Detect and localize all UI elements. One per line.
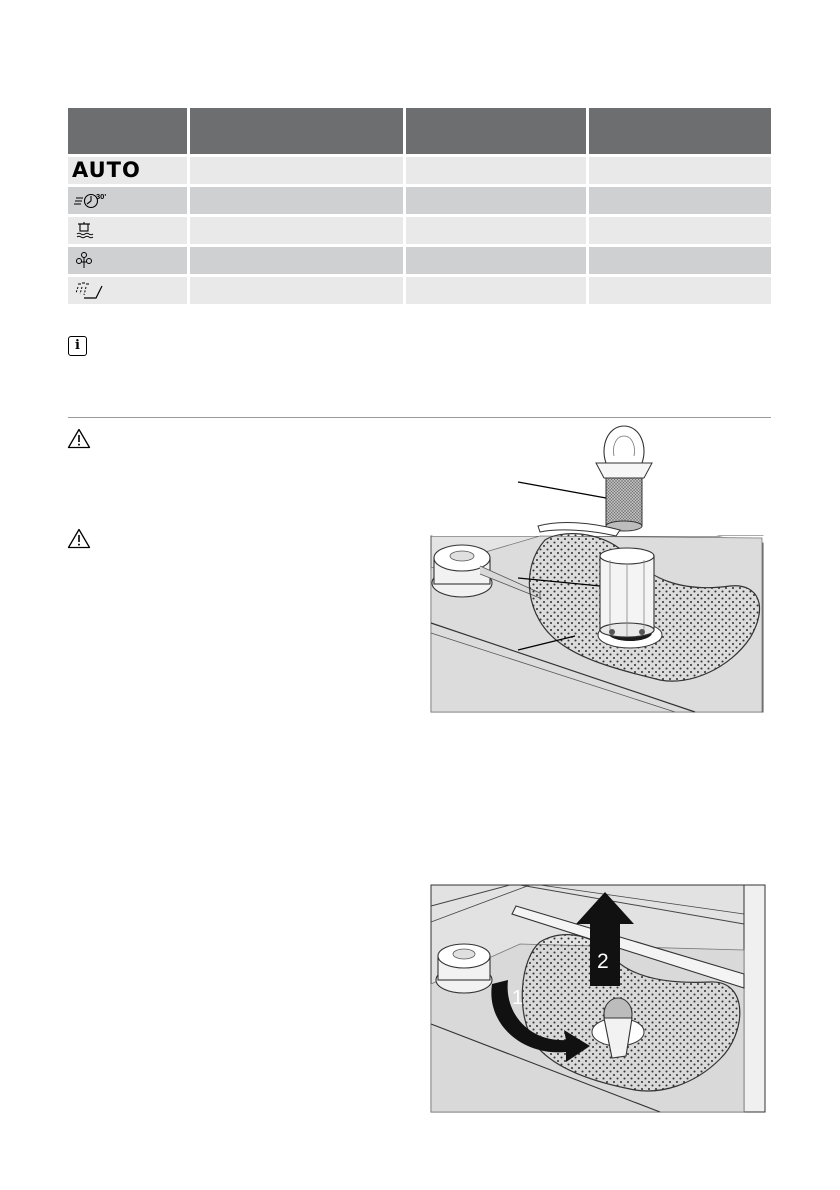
info-icon: i [68, 336, 87, 356]
table-cell [406, 274, 589, 304]
eco-flower-icon [74, 250, 98, 272]
table-cell [406, 154, 589, 184]
warning-icon [67, 528, 91, 549]
pots-pans-icon [74, 220, 98, 242]
quick-30-program-icon [74, 190, 118, 212]
warning-icon [67, 428, 91, 449]
table-header-cell [68, 108, 190, 154]
fine-filter [596, 426, 652, 531]
quick-minutes-label: 30' [96, 191, 107, 201]
program-cell-eco [68, 244, 190, 274]
step-2-label: 2 [597, 950, 609, 973]
table-header-cell [190, 108, 406, 154]
coarse-filter [600, 548, 654, 637]
leader-line-filter-a [518, 482, 606, 498]
table-row [68, 214, 771, 244]
program-table [68, 108, 771, 304]
table-cell [589, 214, 771, 244]
table-cell [406, 244, 589, 274]
table-cell [190, 184, 406, 214]
table-cell [190, 154, 406, 184]
filter-system-illustration [430, 418, 765, 714]
table-row [68, 154, 771, 184]
table-cell [190, 274, 406, 304]
program-cell-rinse [68, 274, 190, 304]
program-cell-quick [68, 184, 190, 214]
table-row [68, 274, 771, 304]
table-cell [190, 214, 406, 244]
filter-removal-illustration [430, 884, 767, 1114]
spray-arm-hub [436, 944, 492, 993]
table-cell [589, 274, 771, 304]
table-row [68, 244, 771, 274]
program-cell-auto [68, 154, 190, 184]
table-header-cell [589, 108, 771, 154]
step-1-label: 1 [512, 987, 524, 1009]
table-cell [589, 244, 771, 274]
table-row [68, 184, 771, 214]
table-cell [589, 154, 771, 184]
table-cell [406, 214, 589, 244]
table-cell [190, 244, 406, 274]
table-cell [406, 184, 589, 214]
table-header-row [68, 108, 771, 154]
table-header-cell [406, 108, 589, 154]
auto-program-label: AUTO [72, 158, 141, 182]
rinse-spray-icon [74, 280, 104, 302]
program-cell-pots [68, 214, 190, 244]
table-cell [589, 184, 771, 214]
